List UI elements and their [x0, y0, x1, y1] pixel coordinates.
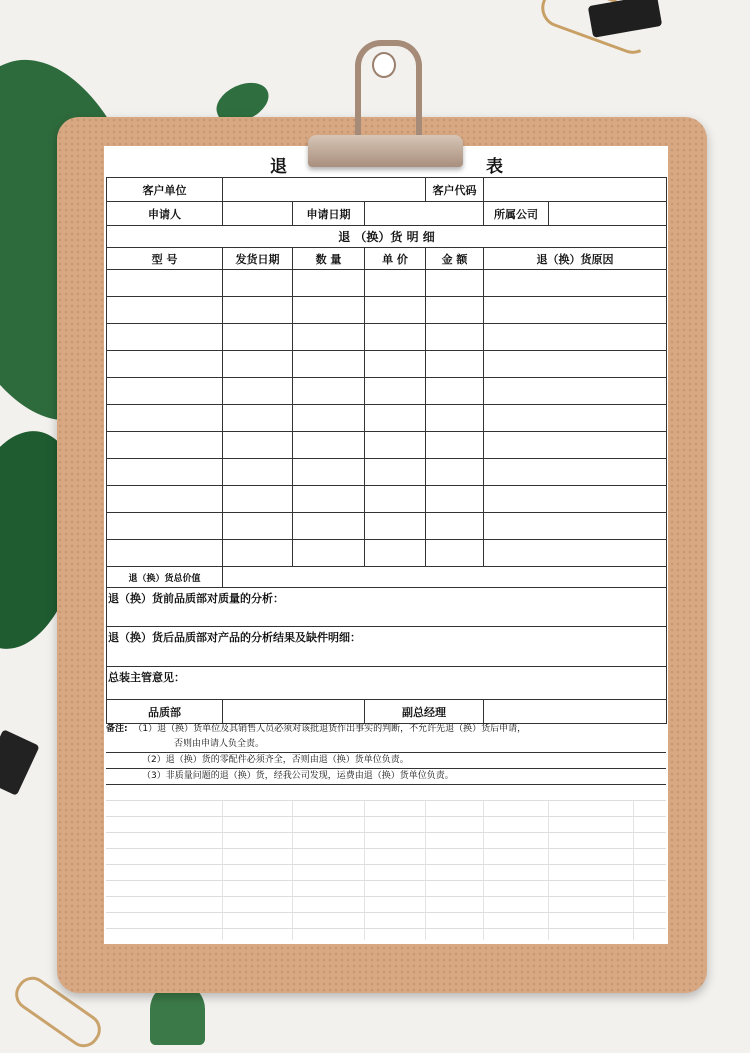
grid-line: [222, 800, 223, 940]
table-row: [107, 459, 667, 486]
detail-cell[interactable]: [293, 513, 365, 540]
quality-dept-label: 品质部: [107, 700, 223, 724]
blank-grid-area: [106, 800, 666, 940]
detail-cell[interactable]: [484, 459, 667, 486]
grid-line: [548, 800, 549, 940]
detail-cell[interactable]: [293, 378, 365, 405]
detail-cell[interactable]: [484, 324, 667, 351]
detail-cell[interactable]: [365, 486, 426, 513]
customer-unit-label: 客户单位: [107, 178, 223, 202]
detail-cell[interactable]: [107, 324, 223, 351]
detail-cell[interactable]: [484, 405, 667, 432]
col-reason: 退（换）货原因: [484, 248, 667, 270]
detail-cell[interactable]: [365, 378, 426, 405]
table-row: [107, 432, 667, 459]
detail-cell[interactable]: [223, 405, 293, 432]
detail-cell[interactable]: [365, 297, 426, 324]
grid-line: [106, 864, 666, 865]
detail-cell[interactable]: [484, 351, 667, 378]
analysis-after[interactable]: 退（换）货后品质部对产品的分析结果及缺件明细：: [107, 627, 667, 667]
detail-cell[interactable]: [223, 459, 293, 486]
detail-cell[interactable]: [107, 297, 223, 324]
grid-line: [106, 880, 666, 881]
detail-cell[interactable]: [107, 486, 223, 513]
detail-cell[interactable]: [484, 270, 667, 297]
table-row: [107, 378, 667, 405]
detail-cell[interactable]: [426, 405, 484, 432]
clipboard-clamp: [308, 135, 463, 167]
detail-cell[interactable]: [365, 513, 426, 540]
grid-line: [106, 896, 666, 897]
table-row: [107, 270, 667, 297]
detail-cell[interactable]: [107, 432, 223, 459]
grid-line: [106, 912, 666, 913]
detail-cell[interactable]: [484, 540, 667, 567]
detail-cell[interactable]: [107, 270, 223, 297]
detail-cell[interactable]: [107, 351, 223, 378]
company-field[interactable]: [549, 202, 667, 226]
detail-cell[interactable]: [107, 540, 223, 567]
detail-cell[interactable]: [426, 270, 484, 297]
grid-line: [364, 800, 365, 940]
note-1b-text: 否则由申请人负全责。: [174, 739, 265, 749]
detail-cell[interactable]: [293, 405, 365, 432]
detail-cell[interactable]: [426, 351, 484, 378]
supervisor-opinion[interactable]: 总装主管意见：: [107, 667, 667, 700]
customer-unit-field[interactable]: [223, 178, 426, 202]
detail-cell[interactable]: [223, 540, 293, 567]
analysis-before[interactable]: 退（换）货前品质部对质量的分析：: [107, 588, 667, 627]
apply-date-field[interactable]: [365, 202, 484, 226]
detail-cell[interactable]: [223, 270, 293, 297]
detail-cell[interactable]: [223, 351, 293, 378]
detail-cell[interactable]: [426, 513, 484, 540]
clipboard-clamp-hole: [372, 52, 396, 78]
detail-cell[interactable]: [484, 378, 667, 405]
detail-cell[interactable]: [107, 459, 223, 486]
detail-cell[interactable]: [484, 297, 667, 324]
col-quantity: 数 量: [293, 248, 365, 270]
detail-cell[interactable]: [223, 486, 293, 513]
grid-line: [106, 832, 666, 833]
detail-cell[interactable]: [293, 459, 365, 486]
note-2-text: （2）退（换）货的零配件必须齐全，否则由退（换）货单位负责。: [142, 755, 409, 765]
grid-line: [633, 800, 634, 940]
grid-line: [106, 816, 666, 817]
detail-cell[interactable]: [223, 297, 293, 324]
detail-cell[interactable]: [223, 378, 293, 405]
note-1-text: （1）退（换）货单位及其销售人员必须对该批退货作出事实的判断，不允许先退（换）货后申请，: [133, 724, 527, 734]
note-line-1: [106, 722, 666, 737]
detail-cell[interactable]: [365, 351, 426, 378]
detail-cell[interactable]: [365, 540, 426, 567]
detail-cell[interactable]: [426, 432, 484, 459]
vice-gm-label: 副总经理: [365, 700, 484, 724]
binder-clip-decoration: [0, 729, 40, 796]
form-title-right: 表: [486, 157, 503, 177]
customer-code-field[interactable]: [484, 178, 667, 202]
detail-cell[interactable]: [426, 459, 484, 486]
detail-cell[interactable]: [293, 324, 365, 351]
apply-date-label: 申请日期: [293, 202, 365, 226]
detail-cell[interactable]: [484, 513, 667, 540]
notes-label: 备注:: [106, 724, 128, 734]
detail-cell[interactable]: [293, 297, 365, 324]
applicant-label: 申请人: [107, 202, 223, 226]
grid-line: [483, 800, 484, 940]
table-row: [107, 540, 667, 567]
detail-cell[interactable]: [426, 486, 484, 513]
note-line-1b: [106, 737, 666, 753]
detail-cell[interactable]: [223, 513, 293, 540]
table-row: [107, 297, 667, 324]
form-title-left: 退: [270, 157, 287, 177]
detail-cell[interactable]: [223, 432, 293, 459]
detail-cell[interactable]: [426, 297, 484, 324]
total-value-label: 退（换）货总价值: [107, 567, 223, 588]
detail-cell[interactable]: [484, 432, 667, 459]
total-value-field[interactable]: [223, 567, 667, 588]
col-amount: 金 额: [426, 248, 484, 270]
plant-stem-decoration: [150, 985, 205, 1045]
detail-cell[interactable]: [365, 270, 426, 297]
applicant-field[interactable]: [223, 202, 293, 226]
table-row: [107, 513, 667, 540]
detail-cell[interactable]: [107, 513, 223, 540]
note-line-2: [106, 753, 666, 769]
detail-cell[interactable]: [293, 486, 365, 513]
detail-cell[interactable]: [365, 324, 426, 351]
return-form-table: [106, 177, 667, 724]
col-unit-price: 单 价: [365, 248, 426, 270]
grid-line: [292, 800, 293, 940]
notes-section: [106, 722, 666, 785]
table-row: [107, 486, 667, 513]
detail-heading: 退 （换）货 明 细: [107, 226, 667, 248]
quality-dept-sign-field[interactable]: [223, 700, 365, 724]
detail-cell[interactable]: [365, 432, 426, 459]
detail-cell[interactable]: [293, 540, 365, 567]
detail-cell[interactable]: [107, 405, 223, 432]
detail-cell[interactable]: [426, 324, 484, 351]
detail-cell[interactable]: [365, 459, 426, 486]
col-ship-date: 发货日期: [223, 248, 293, 270]
col-model: 型 号: [107, 248, 223, 270]
detail-cell[interactable]: [293, 432, 365, 459]
company-label: 所属公司: [484, 202, 549, 226]
detail-cell[interactable]: [426, 540, 484, 567]
detail-cell[interactable]: [365, 405, 426, 432]
detail-cell[interactable]: [293, 270, 365, 297]
detail-cell[interactable]: [223, 324, 293, 351]
note-3-text: （3）非质量问题的退（换）货，经我公司发现，运费由退（换）货单位负责。: [142, 771, 454, 781]
vice-gm-sign-field[interactable]: [484, 700, 667, 724]
table-row: [107, 351, 667, 378]
grid-line: [425, 800, 426, 940]
grid-line: [106, 800, 666, 801]
detail-cell[interactable]: [293, 351, 365, 378]
customer-code-label: 客户代码: [426, 178, 484, 202]
table-row: [107, 324, 667, 351]
detail-cell[interactable]: [107, 378, 223, 405]
detail-cell[interactable]: [484, 486, 667, 513]
detail-rows: [107, 270, 667, 567]
table-row: [107, 405, 667, 432]
detail-cell[interactable]: [426, 378, 484, 405]
note-line-3: [106, 769, 666, 785]
grid-line: [106, 848, 666, 849]
grid-line: [106, 928, 666, 929]
